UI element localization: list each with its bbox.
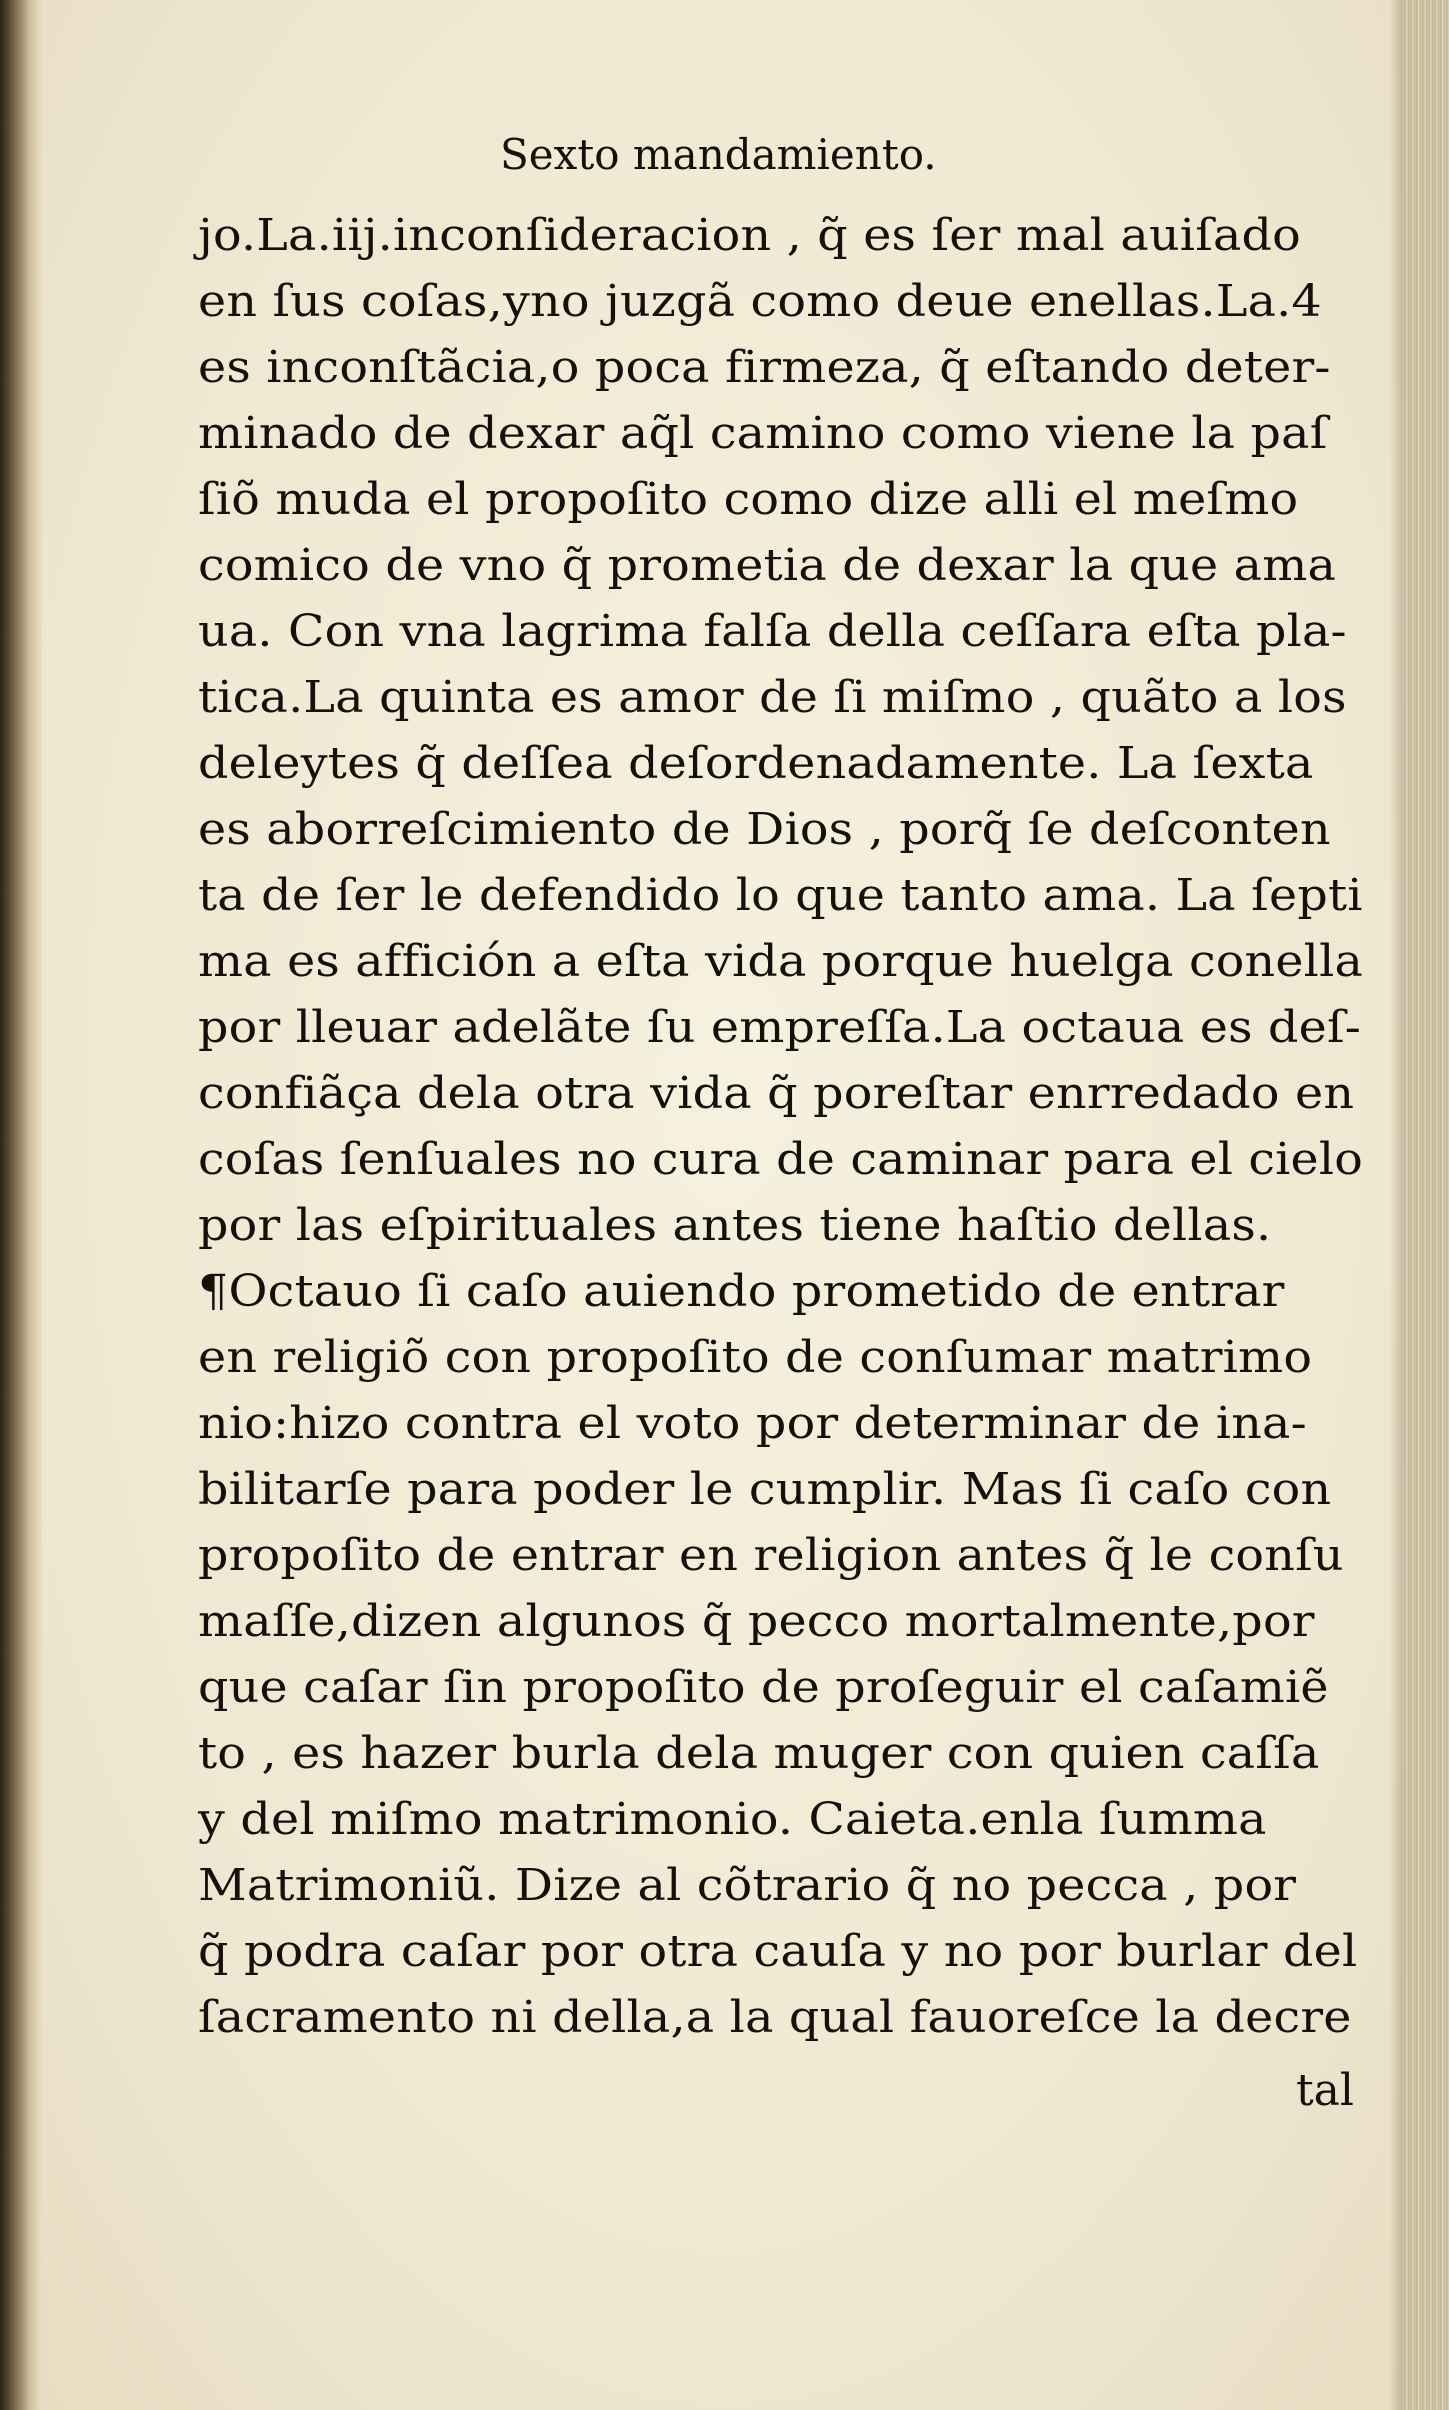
- text-line-20: bilitarſe para poder le cumplir. Mas ſi caſo con: [198, 1464, 1332, 1515]
- text-line-5: ſiõ muda el propoſito como dize alli el meſmo: [198, 474, 1299, 525]
- text-line-6: comico de vno q̃ prometia de dexar la que ama: [198, 540, 1337, 591]
- text-line-21: propoſito de entrar en religion antes q̃ le conſu: [198, 1530, 1344, 1581]
- text-line-11: ta de ſer le defendido lo que tanto ama. La ſepti: [198, 870, 1363, 921]
- text-line-1: jo.La.iij.inconſideracion , q̃ es ſer mal auiſado: [198, 210, 1302, 261]
- text-line-22: maſſe,dizen algunos q̃ pecco mortalmente,por: [198, 1596, 1315, 1647]
- text-line-14: confiãça dela otra vida q̃ poreſtar enrredado en: [198, 1068, 1355, 1119]
- text-line-15: coſas ſenſuales no cura de caminar para el cielo: [198, 1134, 1363, 1185]
- fore-edge: [1403, 0, 1449, 2410]
- text-line-10: es aborreſcimiento de Dios , porq̃ ſe deſconten: [198, 804, 1331, 855]
- catchword: tal: [1296, 2065, 1354, 2116]
- text-line-25: y del miſmo matrimonio. Caieta.enla ſumma: [198, 1794, 1267, 1845]
- text-line-24: to , es hazer burla dela muger con quien caſſa: [198, 1728, 1320, 1779]
- text-line-16: por las eſpirituales antes tiene haſtio dellas.: [198, 1200, 1272, 1251]
- text-line-19: nio:hizo contra el voto por determinar de ina-: [198, 1398, 1307, 1449]
- text-line-2: en ſus coſas,yno juzgã como deue enellas.La.4: [198, 276, 1322, 327]
- fore-edge-shadow: [1389, 0, 1403, 2410]
- text-line-26: Matrimoniũ. Dize al cõtrario q̃ no pecca , por: [198, 1860, 1297, 1911]
- text-line-17: ¶Octauo ſi caſo auiendo prometido de entrar: [198, 1266, 1285, 1317]
- text-line-4: minado de dexar aq̃l camino como viene la paſ: [198, 408, 1328, 459]
- text-line-8: tica.La quinta es amor de ſi miſmo , quãto a los: [198, 672, 1347, 723]
- text-line-7: ua. Con vna lagrima falſa della ceſſara eſta pla-: [198, 606, 1347, 657]
- text-line-28: ſacramento ni della,a la qual fauoreſce la decre: [198, 1992, 1352, 2043]
- text-line-27: q̃ podra caſar por otra cauſa y no por burlar del: [198, 1926, 1358, 1977]
- binding-gutter: [0, 0, 42, 2410]
- running-head: Sexto mandamiento.: [500, 130, 937, 179]
- text-line-9: deleytes q̃ deſſea deſordenadamente. La ſexta: [198, 738, 1314, 789]
- text-line-3: es inconſtãcia,o poca firmeza, q̃ eſtando deter-: [198, 342, 1331, 393]
- text-line-12: ma es affición a eſta vida porque huelga conella: [198, 936, 1363, 987]
- text-line-18: en religiõ con propoſito de conſumar matrimo: [198, 1332, 1313, 1383]
- text-line-23: que caſar ſin propoſito de proſeguir el caſamiẽ: [198, 1662, 1329, 1713]
- text-line-13: por lleuar adelãte ſu empreſſa.La octaua es deſ-: [198, 1002, 1362, 1053]
